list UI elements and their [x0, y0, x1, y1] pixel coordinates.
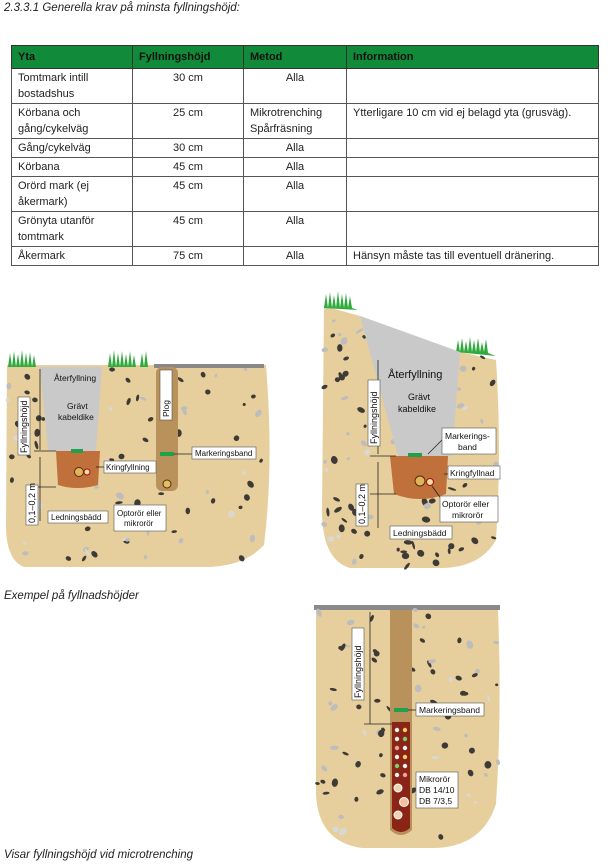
microduct	[403, 737, 407, 741]
cell-yta: Körbana och gång/cykelväg	[12, 104, 133, 139]
label-aterfyllning: Återfyllning	[54, 373, 97, 383]
label-depth: 0,1–0,2 m	[27, 482, 37, 523]
marker-band	[394, 708, 408, 712]
table-row	[12, 69, 599, 104]
cell-yta: Orörd mark (ej åkermark)	[12, 177, 133, 212]
plow-duct	[163, 480, 171, 488]
label-markerings-1: Markerings-	[445, 431, 490, 441]
optic-duct	[75, 468, 84, 477]
label-optoror-2: mikrorör	[124, 519, 154, 528]
cell-yta: Tomtmark intill bostadshus	[12, 69, 133, 104]
section-heading: 2.3.3.1 Generella krav på minsta fyllningshöjd:	[4, 2, 240, 14]
cell-info	[347, 212, 599, 247]
cell-hojd: 30 cm	[133, 69, 244, 104]
cell-yta: Grönyta utanför tomtmark	[12, 212, 133, 247]
caption-exempel: Exempel på fyllnadshöjder	[4, 590, 139, 602]
label-markerings-2: band	[458, 442, 477, 452]
cell-hojd: 25 cm	[133, 104, 244, 139]
cell-hojd: 45 cm	[133, 177, 244, 212]
trench-plow-diagram	[4, 345, 272, 570]
cell-metod: Alla	[244, 212, 347, 247]
surface-line	[314, 605, 500, 610]
label-mikroror: Mikrorör	[419, 774, 451, 784]
microduct	[394, 784, 402, 792]
cell-info	[347, 177, 599, 212]
microduct	[395, 755, 399, 759]
label-fyllningshojd: Fyllningshöjd	[19, 400, 29, 453]
optic-duct	[427, 479, 434, 486]
label-optoror-2: mikrorör	[452, 510, 484, 520]
grass-right	[108, 350, 152, 367]
cell-metod: Alla	[244, 177, 347, 212]
label-markeringsband: Markeringsband	[195, 449, 253, 458]
label-optoror-1: Optorör eller	[117, 509, 162, 518]
table-row	[12, 158, 599, 177]
microduct	[403, 746, 407, 750]
cell-metod: Alla	[244, 69, 347, 104]
microduct	[403, 764, 407, 768]
table-header-row	[12, 46, 599, 69]
microduct	[395, 773, 399, 777]
cell-metod: Mikrotrenching Spårfräsning	[244, 104, 347, 139]
cell-info	[347, 158, 599, 177]
soil-stone	[337, 344, 342, 352]
cell-info: Ytterligare 10 cm vid ej belagd yta (grusväg).	[347, 104, 599, 139]
label-ledningsbadd: Ledningsbädd	[51, 513, 102, 522]
cell-info: Hänsyn måste tas till eventuell dränering.	[347, 247, 599, 266]
label-kabeldike: kabeldike	[398, 404, 437, 414]
cell-info	[347, 139, 599, 158]
label-aterfyllning: Återfyllning	[388, 369, 443, 381]
cell-hojd: 75 cm	[133, 247, 244, 266]
microduct	[403, 773, 407, 777]
microduct	[395, 728, 399, 732]
header-metod: Metod	[244, 46, 347, 69]
label-ledningsbadd: Ledningsbädd	[393, 528, 447, 538]
cell-yta: Körbana	[12, 158, 133, 177]
microduct	[395, 764, 399, 768]
marker-band	[408, 453, 422, 457]
cell-metod: Alla	[244, 158, 347, 177]
label-depth: 0,1–0,2 m	[357, 483, 367, 524]
label-gravt: Grävt	[408, 392, 431, 402]
cell-metod: Alla	[244, 247, 347, 266]
microduct	[395, 737, 399, 741]
cell-hojd: 45 cm	[133, 212, 244, 247]
label-kabeldike: kabeldike	[58, 412, 94, 422]
label-fyllningshojd: Fyllningshöjd	[369, 391, 379, 444]
cell-info	[347, 69, 599, 104]
label-kringfyllning: Kringfyllning	[106, 463, 150, 472]
optic-duct	[415, 476, 425, 486]
label-plog: Plog	[161, 399, 171, 417]
soil-stone	[158, 492, 164, 495]
header-information: Information	[347, 46, 599, 69]
cell-hojd: 30 cm	[133, 139, 244, 158]
cell-yta: Åkermark	[12, 247, 133, 266]
optic-duct	[84, 469, 90, 475]
table-row	[12, 212, 599, 247]
marker-band	[71, 449, 83, 453]
label-db1: DB 14/10	[419, 785, 455, 795]
microduct	[403, 755, 407, 759]
microduct	[395, 746, 399, 750]
label-fyllningshojd: Fyllningshöjd	[353, 645, 363, 698]
microduct	[394, 811, 402, 819]
grass-left	[324, 291, 358, 310]
cell-metod: Alla	[244, 139, 347, 158]
microtrench-diagram	[312, 604, 502, 850]
label-markeringsband: Markeringsband	[419, 705, 480, 715]
plow-marker-band	[160, 452, 174, 456]
soil-stone	[431, 756, 439, 759]
header-fyllningshojd: Fyllningshöjd	[133, 46, 244, 69]
table-row	[12, 177, 599, 212]
microduct	[403, 728, 407, 732]
label-db2: DB 7/3,5	[419, 796, 453, 806]
label-gravt: Grävt	[67, 401, 88, 411]
label-optoror-1: Optorör eller	[442, 499, 490, 509]
microduct	[400, 798, 409, 807]
label-kringfyllnad: Kringfyllnad	[450, 468, 495, 478]
table-row	[12, 104, 599, 139]
caption-microtrenching: Visar fyllningshöjd vid microtrenching	[4, 849, 193, 861]
table-row	[12, 139, 599, 158]
table-row	[12, 247, 599, 266]
cell-yta: Gång/cykelväg	[12, 139, 133, 158]
cell-hojd: 45 cm	[133, 158, 244, 177]
grass-left	[8, 350, 38, 367]
header-yta: Yta	[12, 46, 133, 69]
fill-height-table	[11, 45, 599, 266]
trench-section-diagram	[320, 290, 502, 572]
